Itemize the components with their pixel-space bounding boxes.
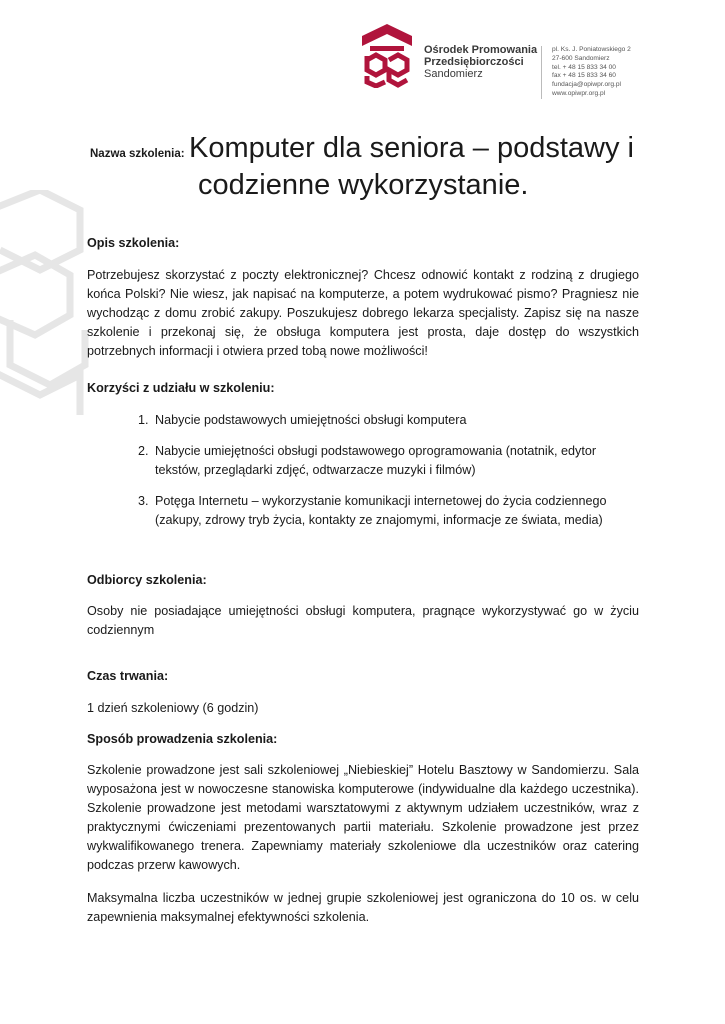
contact-email[interactable]: fundacja@opiwpr.org.pl xyxy=(552,81,622,89)
group-size-text: Maksymalna liczba uczestników w jednej grupie szkoleniowej jest ograniczona do 10 os. w celu zapewnienia maksymalnej efektywności szkolenia. xyxy=(87,891,639,924)
contact-website[interactable]: www.opiwpr.org.pl xyxy=(552,89,606,97)
benefit-item: 1. Nabycie podstawowych umiejętności obsługi komputera xyxy=(152,411,639,430)
benefits-heading: Korzyści z udziału w szkoleniu: xyxy=(87,381,275,395)
benefits-list xyxy=(87,411,639,530)
org-name-line1: Ośrodek Promowania xyxy=(424,44,538,56)
audience-text: Osoby nie posiadające umiejętności obsługi komputera, pragnące wykorzystywać go w życiu codziennym xyxy=(87,604,639,637)
watermark-logo-icon xyxy=(0,190,90,420)
document-body xyxy=(87,234,639,927)
duration-text: 1 dzień szkoleniowy (6 godzin) xyxy=(87,701,259,715)
contact-postal: 27-600 Sandomierz xyxy=(552,54,610,62)
contact-phone: tel. + 48 15 833 34 00 xyxy=(552,63,616,71)
contact-address: pl. Ks. J. Poniatowskiego 2 xyxy=(552,46,631,53)
description-heading: Opis szkolenia: xyxy=(87,236,180,250)
benefit-item: 2. Nabycie umiejętności obsługi podstawowego oprogramowania (notatnik, edytor tekstów, przeglądarki zdjęć, odtwarzacze muzyki i filmów) xyxy=(152,442,639,480)
org-city: Sandomierz xyxy=(424,68,483,80)
training-title xyxy=(90,130,660,201)
audience-heading: Odbiorcy szkolenia: xyxy=(87,573,207,587)
title-line1: Komputer dla seniora – podstawy i xyxy=(189,132,634,164)
description-text: Potrzebujesz skorzystać z poczty elektronicznej? Chcesz odnowić kontakt z rodziną z drugiego końca Polski? Nie wiesz, jak napisać na komputerze, a potem wydrukować pismo? Pragniesz nie wychodząc z domu zrobić zakupy. Poszukujesz dobrego lekarza specjalisty. Zapisz się na nasze szkolenie i przekonaj się, że obsługa komputera jest prosta, daje dostęp do wszystkich potrzebnych informacji i otwiera przed tobą nowe możliwości! xyxy=(87,268,639,358)
title-label: Nazwa szkolenia: xyxy=(90,148,185,160)
contact-block xyxy=(541,46,631,99)
opp-logo-icon xyxy=(362,24,412,88)
contact-fax: fax + 48 15 833 34 60 xyxy=(552,72,616,80)
method-heading: Sposób prowadzenia szkolenia: xyxy=(87,732,278,746)
organization-name xyxy=(424,44,537,80)
title-line2: codzienne wykorzystanie. xyxy=(198,169,529,201)
method-text: Szkolenie prowadzone jest sali szkoleniowej „Niebieskiej” Hotelu Basztowy w Sandomierzu. Sala wyposażona jest w nowoczesne stanowiska komputerowe (indywidualne dla każdego uczestnika). Szkolenie prowadzone jest metodami warsztatowymi z aktywnym udziałem uczestników, wraz z praktycznymi ćwiczeniami prezentowanych partii materiału. Szkolenie prowadzone jest przez wykwalifikowanego trenera. Zapewniamy materiały szkoleniowe dla uczestników oraz catering podczas przerw kawowych. xyxy=(87,763,639,872)
duration-heading: Czas trwania: xyxy=(87,669,169,683)
benefit-item: 3. Potęga Internetu – wykorzystanie komunikacji internetowej do życia codziennego (zakupy, zdrowy tryb życia, kontakty ze znajomymi, informacje ze świata, media) xyxy=(152,492,639,530)
org-name-line2: Przedsiębiorczości xyxy=(424,56,524,68)
